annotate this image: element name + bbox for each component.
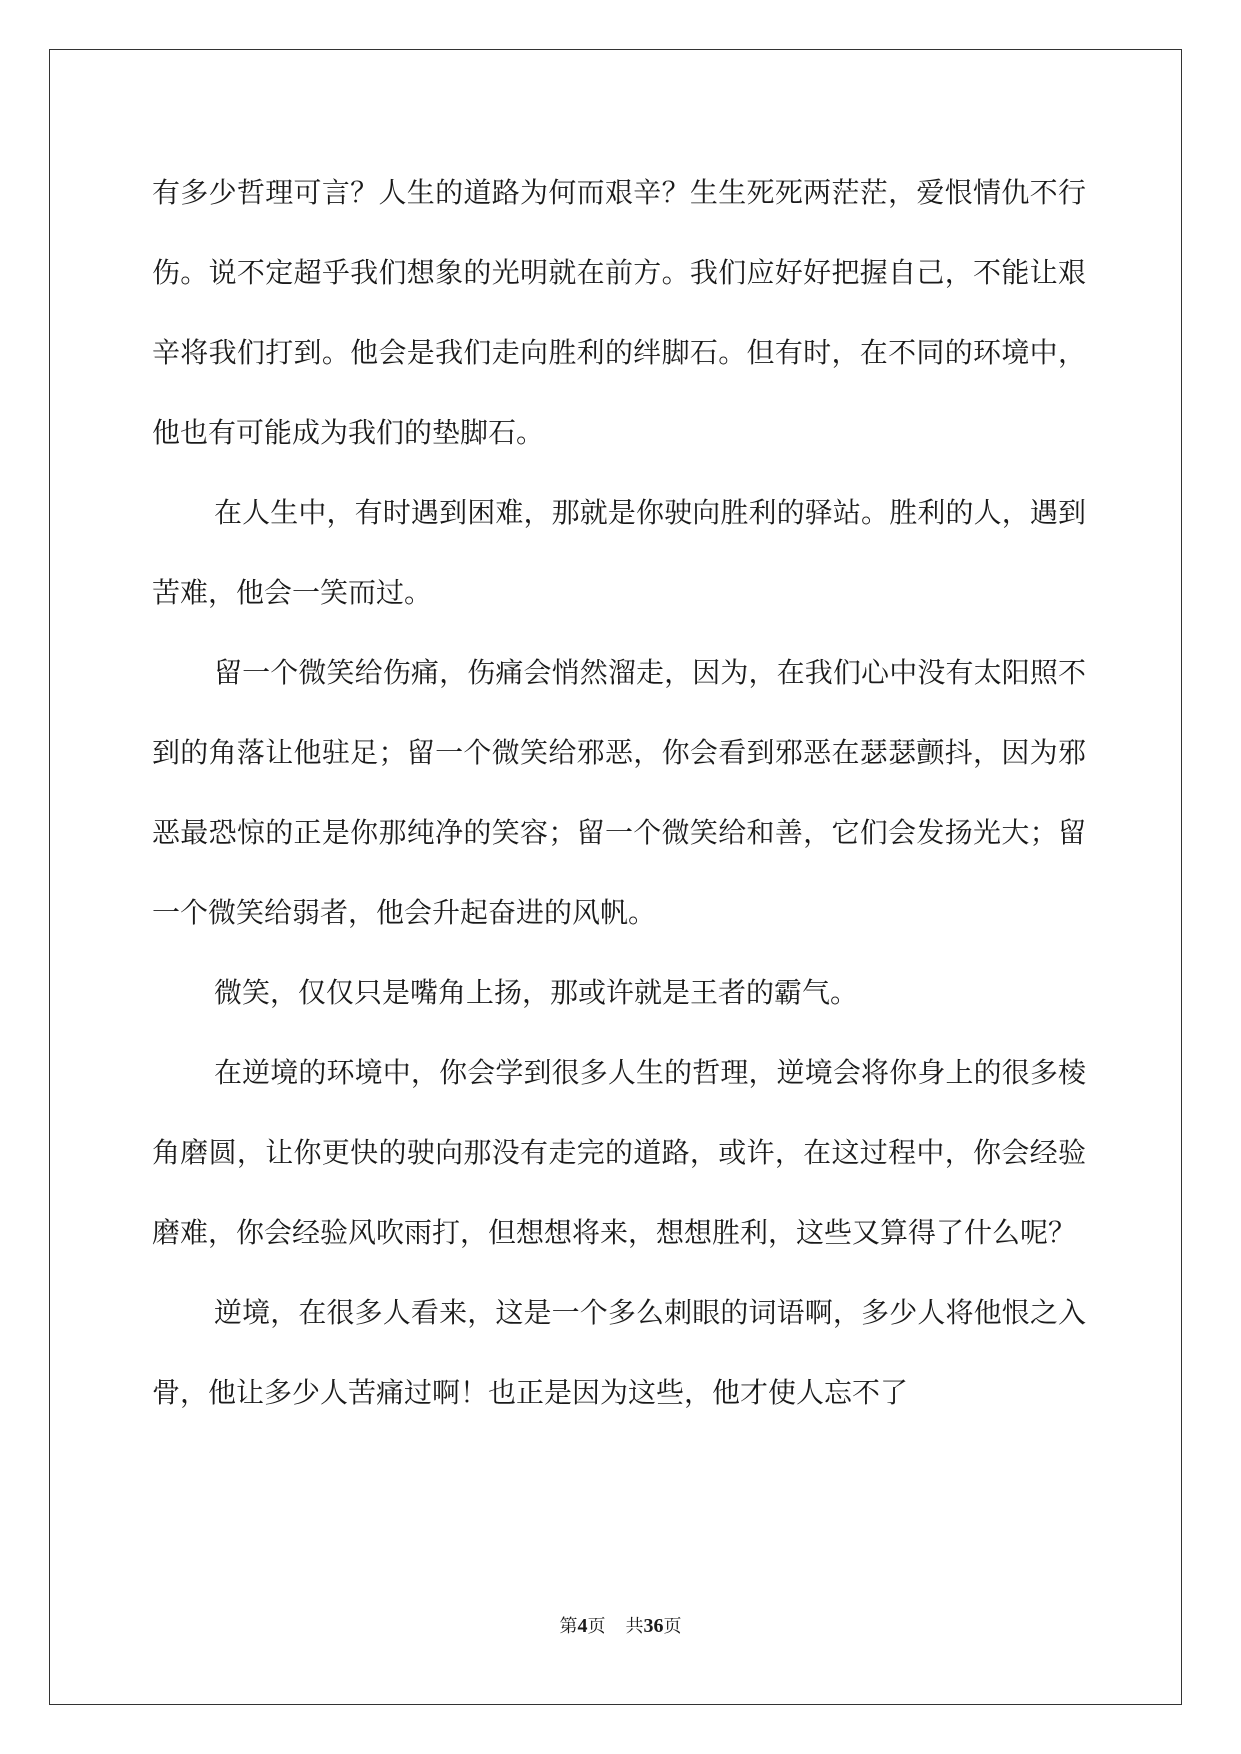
paragraph-5: 在逆境的环境中，你会学到很多人生的哲理，逆境会将你身上的很多棱角磨圆，让你更快的驶向那没有走完的道路，或许，在这过程中，你会经验磨难，你会经验风吹雨打，但想想将来，想想胜利，这些又算得了什么呢？ xyxy=(152,1056,1086,1249)
page-prefix: 第 xyxy=(559,1616,578,1637)
paragraph-4: 微笑，仅仅只是嘴角上扬，那或许就是王者的霸气。 xyxy=(214,976,859,1009)
total-prefix: 共 xyxy=(625,1616,644,1637)
document-body xyxy=(152,153,1086,1433)
paragraph-6: 逆境，在很多人看来，这是一个多么刺眼的词语啊，多少人将他恨之入骨，他让多少人苦痛过啊！也正是因为这些，他才使人忘不了 xyxy=(152,1296,1086,1409)
page-footer xyxy=(0,1612,1241,1638)
total-suffix: 页 xyxy=(663,1616,682,1637)
paragraph-3: 留一个微笑给伤痛，伤痛会悄然溜走，因为，在我们心中没有太阳照不到的角落让他驻足；留一个微笑给邪恶，你会看到邪恶在瑟瑟颤抖，因为邪恶最恐惊的正是你那纯净的笑容；留一个微笑给和善，它们会发扬光大；留一个微笑给弱者，他会升起奋进的风帆。 xyxy=(152,656,1086,929)
total-pages: 36 xyxy=(643,1615,664,1637)
page-number: 4 xyxy=(577,1615,588,1637)
paragraph-2: 在人生中，有时遇到困难，那就是你驶向胜利的驿站。胜利的人，遇到苦难，他会一笑而过。 xyxy=(152,496,1086,609)
page-suffix: 页 xyxy=(587,1616,606,1637)
paragraph-1: 有多少哲理可言？人生的道路为何而艰辛？生生死死两茫茫，爱恨情仇不行伤。说不定超乎我们想象的光明就在前方。我们应好好把握自己，不能让艰辛将我们打到。他会是我们走向胜利的绊脚石。但有时，在不同的环境中，他也有可能成为我们的垫脚石。 xyxy=(152,176,1086,449)
